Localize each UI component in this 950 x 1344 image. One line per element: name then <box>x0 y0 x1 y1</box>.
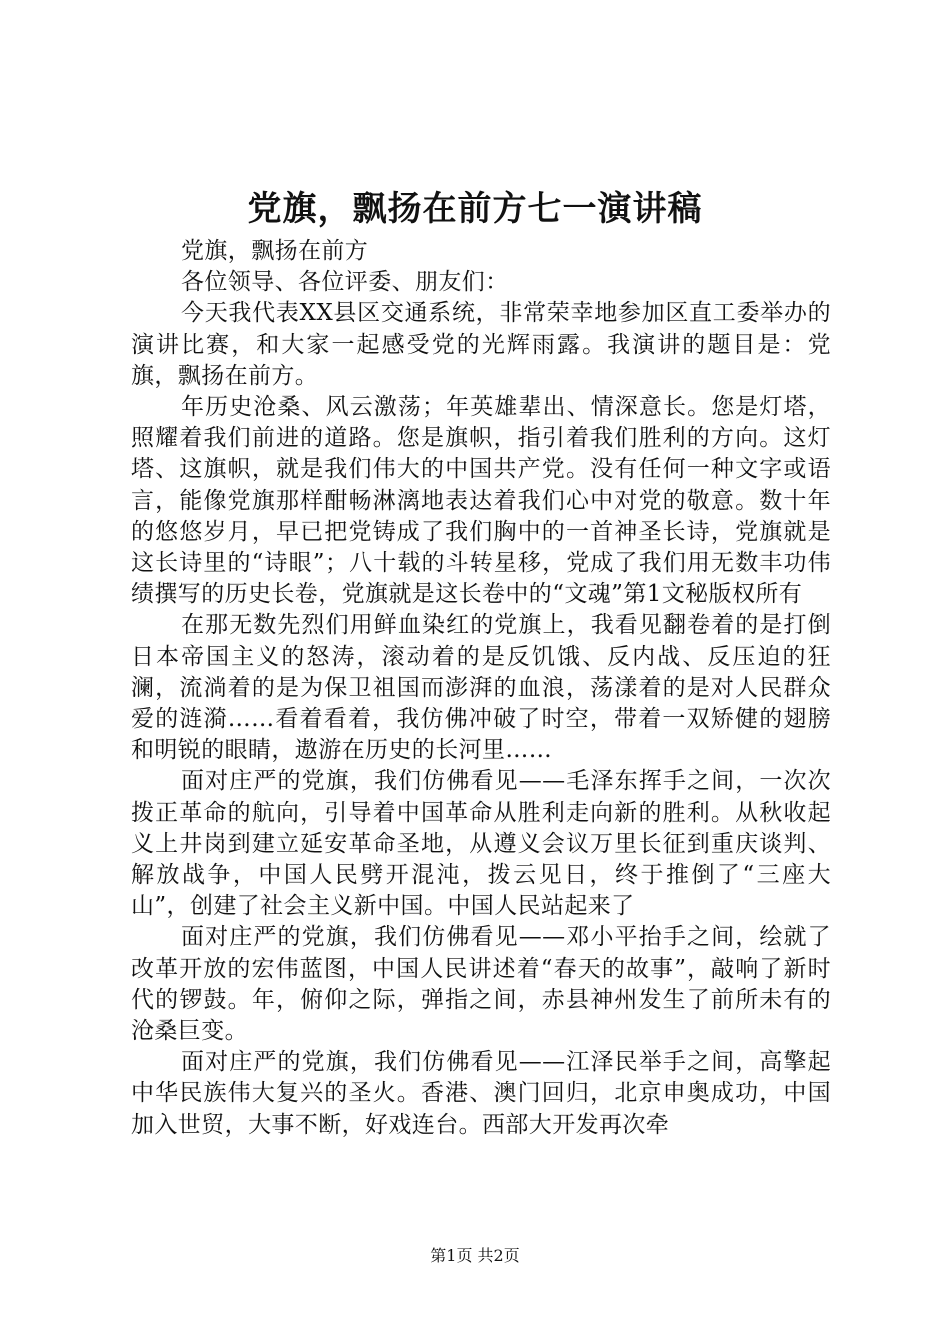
salutation: 各位领导、各位评委、朋友们： <box>181 269 509 296</box>
body-paragraph: 面对庄严的党旗，我们仿佛看见——毛泽东挥手之间，一次次拨正革命的航向，引导着中国革命从胜利走向新的胜利。从秋收起义上井岗到建立延安革命圣地，从遵义会议万里长征到重庆谈判、解放战争，中国人民劈开混沌，拨云见日，终于推倒了“三座大山”，创建了社会主义新中国。中国人民站起来了 <box>131 768 831 920</box>
body-paragraph: 面对庄严的党旗，我们仿佛看见——江泽民举手之间，高擎起中华民族伟大复兴的圣火。香港、澳门回归，北京申奥成功，中国加入世贸，大事不断，好戏连台。西部大开发再次牵 <box>131 1049 831 1138</box>
body-paragraph: 年历史沧桑、风云激荡；年英雄辈出、情深意长。您是灯塔，照耀着我们前进的道路。您是旗帜，指引着我们胜利的方向。这灯塔、这旗帜，就是我们伟大的中国共产党。没有任何一种文字或语言，能像党旗那样酣畅淋漓地表达着我们心中对党的敬意。数十年的悠悠岁月，早已把党铸成了我们胸中的一首神圣长诗，党旗就是这长诗里的“诗眼”；八十载的斗转星移，党成了我们用无数丰功伟绩撰写的历史长卷，党旗就是这长卷中的“文魂”第1文秘版权所有 <box>131 394 831 608</box>
document-title: 党旗，飘扬在前方七一演讲稿 <box>247 189 703 229</box>
body-paragraph: 今天我代表XX县区交通系统，非常荣幸地参加区直工委举办的演讲比赛，和大家一起感受党的光辉雨露。我演讲的题目是：党旗，飘扬在前方。 <box>131 300 831 389</box>
body-paragraph: 在那无数先烈们用鲜血染红的党旗上，我看见翻卷着的是打倒日本帝国主义的怒涛，滚动着的是反饥饿、反内战、反压迫的狂澜，流淌着的是为保卫祖国而澎湃的血浪，荡漾着的是对人民群众爱的涟漪……看着看着，我仿佛冲破了时空，带着一双矫健的翅膀和明锐的眼睛，遨游在历史的长河里…… <box>131 612 831 764</box>
document-body <box>131 236 831 1141</box>
page-number-footer: 第1页 共2页 <box>430 1246 520 1265</box>
body-paragraph: 面对庄严的党旗，我们仿佛看见——邓小平抬手之间，绘就了改革开放的宏伟蓝图，中国人民讲述着“春天的故事”，敲响了新时代的锣鼓。年，俯仰之际，弹指之间，赤县神州发生了前所未有的沧桑巨变。 <box>131 924 831 1045</box>
speech-subtitle: 党旗，飘扬在前方 <box>181 238 369 264</box>
